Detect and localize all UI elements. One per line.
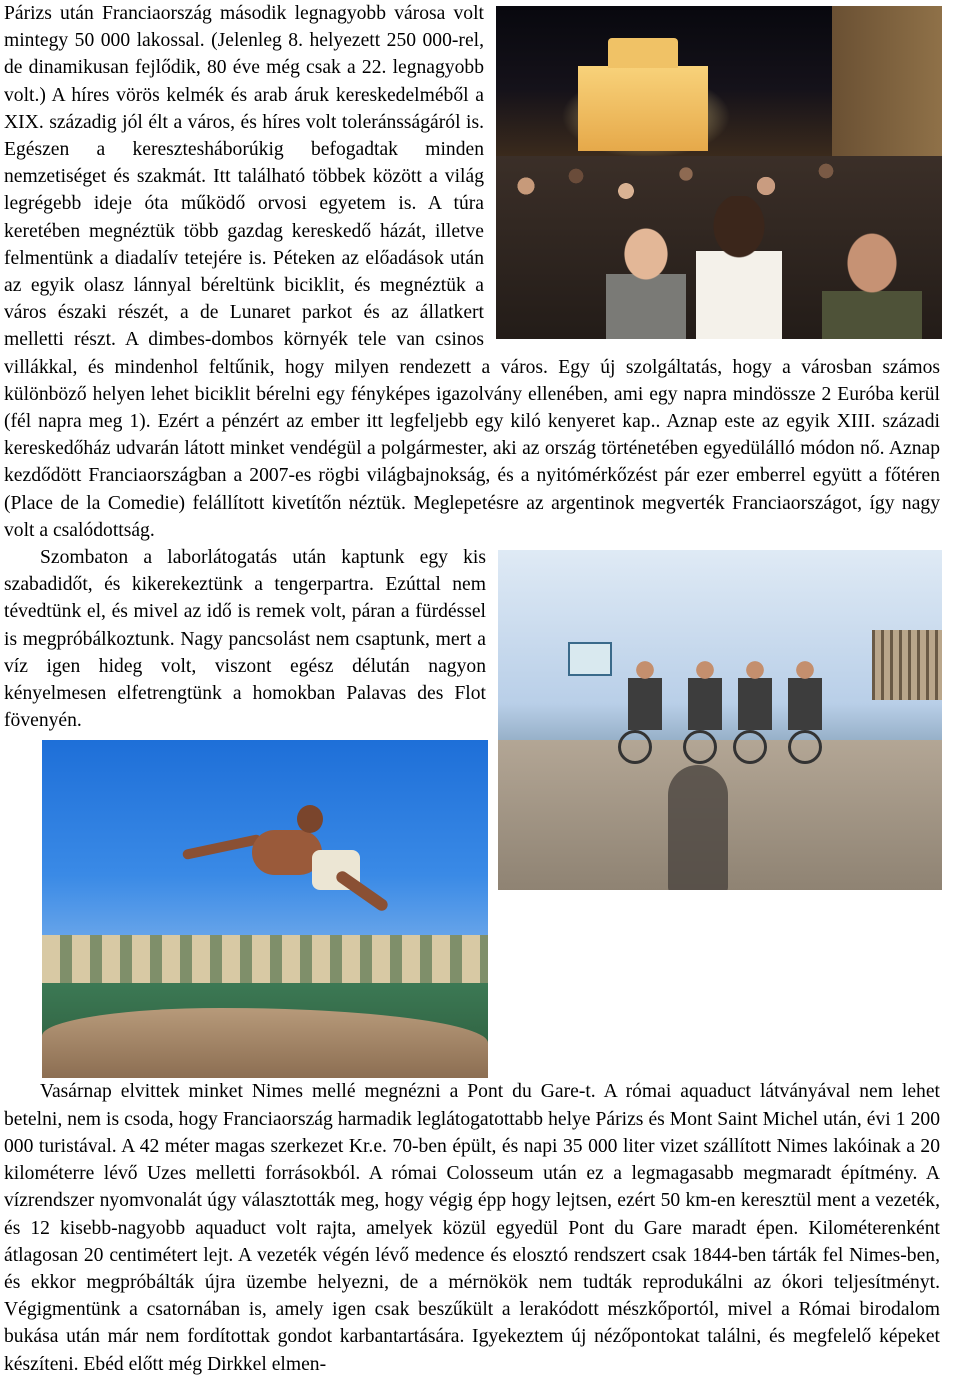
woman-in-crowd (606, 226, 686, 339)
bicycle-wheel (618, 730, 652, 764)
paragraph-beach: Szombaton a laborlátogatás után kaptunk egy kis szabadidőt, és kikerekeztünk a tengerpartra. Ezúttal nem tévedtünk el, és mivel az idő is remek volt, páran a fürdéssel is megpróbálkoztunk. Nagy pancsolást nem csaptunk, mert a víz igen hideg volt, viszont egész délután nagyon kényelmesen elfetrengtünk a homokban Palavas des Flot fövenyén. (4, 547, 486, 732)
photographer-shadow (668, 765, 728, 890)
paragraph-montpellier: Párizs után Franciaország második legnagyobb városa volt mintegy 50 000 lakossal. (Jelenleg 8. helyezett 250 000-rel, de dinamikusan fejlődik, 80 éve még csak a 22. legnagyobb volt.) A híres vörös kelmék és arab áruk kereskedelméből a XIX. századig jól élt a város, és híres volt toleránsságáról is. Egészen a keresztesháborúkig befogadtak minden nemzetiséget és szakmát. Itt található többek között a világ legrégebb ideje óta működő orvosi egyetem is. A túra keretében megnéztük több gazdag kereskedő házát, illetve felmentünk a diadalív tetejére is. Péteken az előadások után az egyik olasz lánnyal béreltünk biciklit, és megnéztük a város északi részét, a de Lunaret parkot és az állatkert melletti részt. A dimbes-dombos környék tele van csinos villákkal, és mindenhol feltűnik, hogy milyen rendezett a város. Egy új szolgáltatás, hogy a városban számos különböző helyen lehet biciklit bérelni egy fényképes igazolvány ellenében, ami egy napra mindössze 2 Euróba kerül (fél napra meg 1). Ezért a pénzért az ember itt legfeljebb egy kiló kenyeret kap.. Aznap este az egyik XIII. századi kereskedőház udvarán látott minket vendégül a polgármester, aki az ország történetében egyedülálló módon nő. Aznap kezdődött Franciaországban a 2007-es rögbi világbajnokság, és a nyitómérkőzést pár ezer emberrel együtt a főtéren (Place de la Comedie) felállított kivetítőn néztük. Meglepetésre az argentinok megverték Franciaországot, így nagy volt a csalódottság. (4, 3, 940, 541)
paragraph-pont-du-gard-text: Vasárnap elvittek minket Nimes mellé megnézni a Pont du Gare-t. A római aquaduct látványával nem lehet betelni, nem is csoda, hogy Franciaország harmadik leglátogatottabb helye Párizs és Mont Saint Michel után, évi 1 200 000 turistával. A 42 méter magas szerkezet Kr.e. 70-ben épült, és napi 35 000 liter vizet szállított Nimes lakóinak a 20 kilométerre lévő Uzes melletti forrásokból. A római Colosseum után ez a legmagasabb megmaradt építmény. A vízrendszer nyomvonalát úgy választották meg, hogy végig épp hogy lejtsen, ezért 50 km-en keresztül ment a vezeték, és 12 kisebb-nagyobb aquaduct volt rajta, amelyek közül egyedül Pont du Gare maradt épen. Kilométerenként átlagosan 20 centimétert lejt. A vezeték végén lévő medence és elosztó rendszert csak 1844-ben tárták fel Nimes-ben, és ekkor megpróbálták újra üzembe helyezni, de a mérnökök nem tudták reprodukálni az ókori teljesítményt. Végigmentünk a csatornában is, amely igen csak beszűkült a lerakódott mészkőportól, mivel a Római birodalom bukása után már nem fordítottak gondot karbantartására. Igyekeztem új nézőpontokat találni, és megfelelő képeket készíteni. Ebéd előtt még Dirkkel elmen- (4, 1081, 940, 1375)
rock-ledge (42, 1008, 488, 1078)
bicycle-wheel (788, 730, 822, 764)
wooden-fence (872, 630, 942, 700)
man-in-white-shirt (696, 196, 782, 339)
bicycle-wheel (733, 730, 767, 764)
jumping-man (182, 800, 392, 920)
aqueduct-arches (42, 935, 488, 983)
bicycle-wheel (683, 730, 717, 764)
beach-cyclists-photo (498, 550, 942, 890)
document-page (4, 0, 940, 1378)
illuminated-opera-building (578, 66, 708, 151)
info-sign (568, 642, 612, 676)
aqueduct-jump-photo (42, 740, 488, 1078)
man-in-green-shirt (822, 231, 922, 339)
night-crowd-photo (496, 6, 942, 339)
